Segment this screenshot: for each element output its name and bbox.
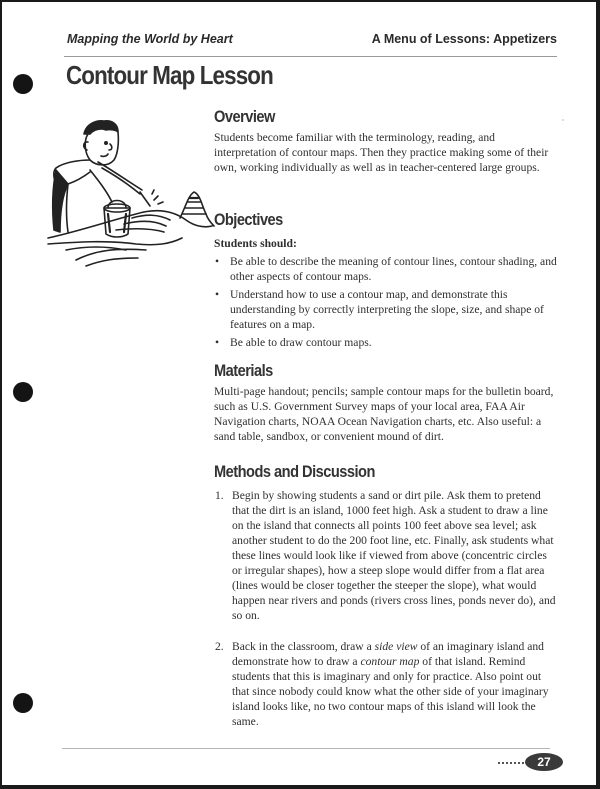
nose-shape <box>109 144 112 150</box>
objectives-heading: Objectives <box>214 210 283 229</box>
overview-heading: Overview <box>214 107 275 126</box>
objective-text: Understand how to use a contour map, and demonstrate this understanding by correctly interpreting the slope, size, and shape of features on a map. <box>230 288 544 331</box>
page-title: Contour Map Lesson <box>66 60 273 90</box>
step-text-part: Back in the classroom, draw a <box>232 640 375 653</box>
footer-rule <box>62 748 550 749</box>
header-rule <box>64 56 557 57</box>
methods-heading: Methods and Discussion <box>214 462 375 481</box>
objectives-list <box>214 254 559 350</box>
objective-item <box>214 287 559 332</box>
overview-section <box>214 106 559 175</box>
step-text-part: of that island. Remind students that this is imaginary and only for practice. Also point out that since nobody could know what the other side of your imaginary island looks like, no two contour maps of this island will look the same. <box>232 655 549 728</box>
methods-steps <box>214 488 559 729</box>
overview-body: Students become familiar with the terminology, reading, and interpretation of contour maps. Then they practice making some of their own, working individually as well as in teacher-centered large groups. <box>214 131 549 174</box>
step-text-italic: side view <box>374 640 418 653</box>
leg-shape <box>53 170 68 232</box>
method-step <box>214 639 559 729</box>
document-page <box>2 2 596 785</box>
arm-shape <box>90 170 112 202</box>
materials-body: Multi-page handout; pencils; sample contour maps for the bulletin board, such as U.S. Government Survey maps of your local area, FAA Air Navigation charts, NOAA Ocean Navigation charts, etc. Also useful: a sand table, sandbox, or convenient mound of dirt. <box>214 385 554 443</box>
step-text <box>232 640 549 728</box>
methods-section <box>214 461 559 729</box>
step-number: 2. <box>215 640 224 653</box>
step-text-italic: contour map <box>360 655 420 668</box>
materials-section <box>214 360 559 444</box>
materials-heading: Materials <box>214 361 273 380</box>
objective-item <box>214 335 559 350</box>
leader-dots <box>498 762 524 764</box>
eye-shape <box>105 142 107 144</box>
stick-shape <box>140 192 150 206</box>
objective-text: Be able to draw contour maps. <box>230 336 372 349</box>
objectives-subheading: Students should: <box>214 237 297 250</box>
bullet-icon: • <box>215 288 220 301</box>
page-number-badge: 27 <box>525 753 563 771</box>
binder-hole-middle <box>13 382 33 402</box>
mouth-shape <box>101 154 108 156</box>
objectives-section <box>214 209 559 350</box>
step-text-part: of an imaginary island and demonstrate how to draw a <box>232 640 544 668</box>
objective-item <box>214 254 559 284</box>
binder-hole-bottom <box>13 693 33 713</box>
objective-text: Be able to describe the meaning of contour lines, contour shading, and other aspects of contour maps. <box>230 255 557 283</box>
scan-speck <box>562 119 564 121</box>
step-text: Begin by showing students a sand or dirt pile. Ask them to pretend that the dirt is an island, 1000 feet high. Ask a student to draw a line on the island that connects all points 100 feet above sea level; ask another student to do the 200 foot line, etc. Finally, ask students what these lines would look like if viewed from above (concentric circles or irregular shapes), how a steep slope would differ from a flat area (lines would be closer together the steeper the slope), what would happen near rivers and ponds (rivers cross lines, ponds never do), and so on. <box>232 489 556 622</box>
page-number <box>498 753 568 771</box>
bullet-icon: • <box>215 255 220 268</box>
person-with-sand-pile-illustration <box>46 110 216 270</box>
bullet-icon: • <box>215 336 220 349</box>
section-title: A Menu of Lessons: Appetizers <box>371 32 557 46</box>
running-header <box>67 32 557 52</box>
method-step <box>214 488 559 623</box>
book-title: Mapping the World by Heart <box>67 32 233 46</box>
step-number: 1. <box>215 489 224 502</box>
binder-hole-top <box>13 74 33 94</box>
hair-shape <box>84 121 118 134</box>
